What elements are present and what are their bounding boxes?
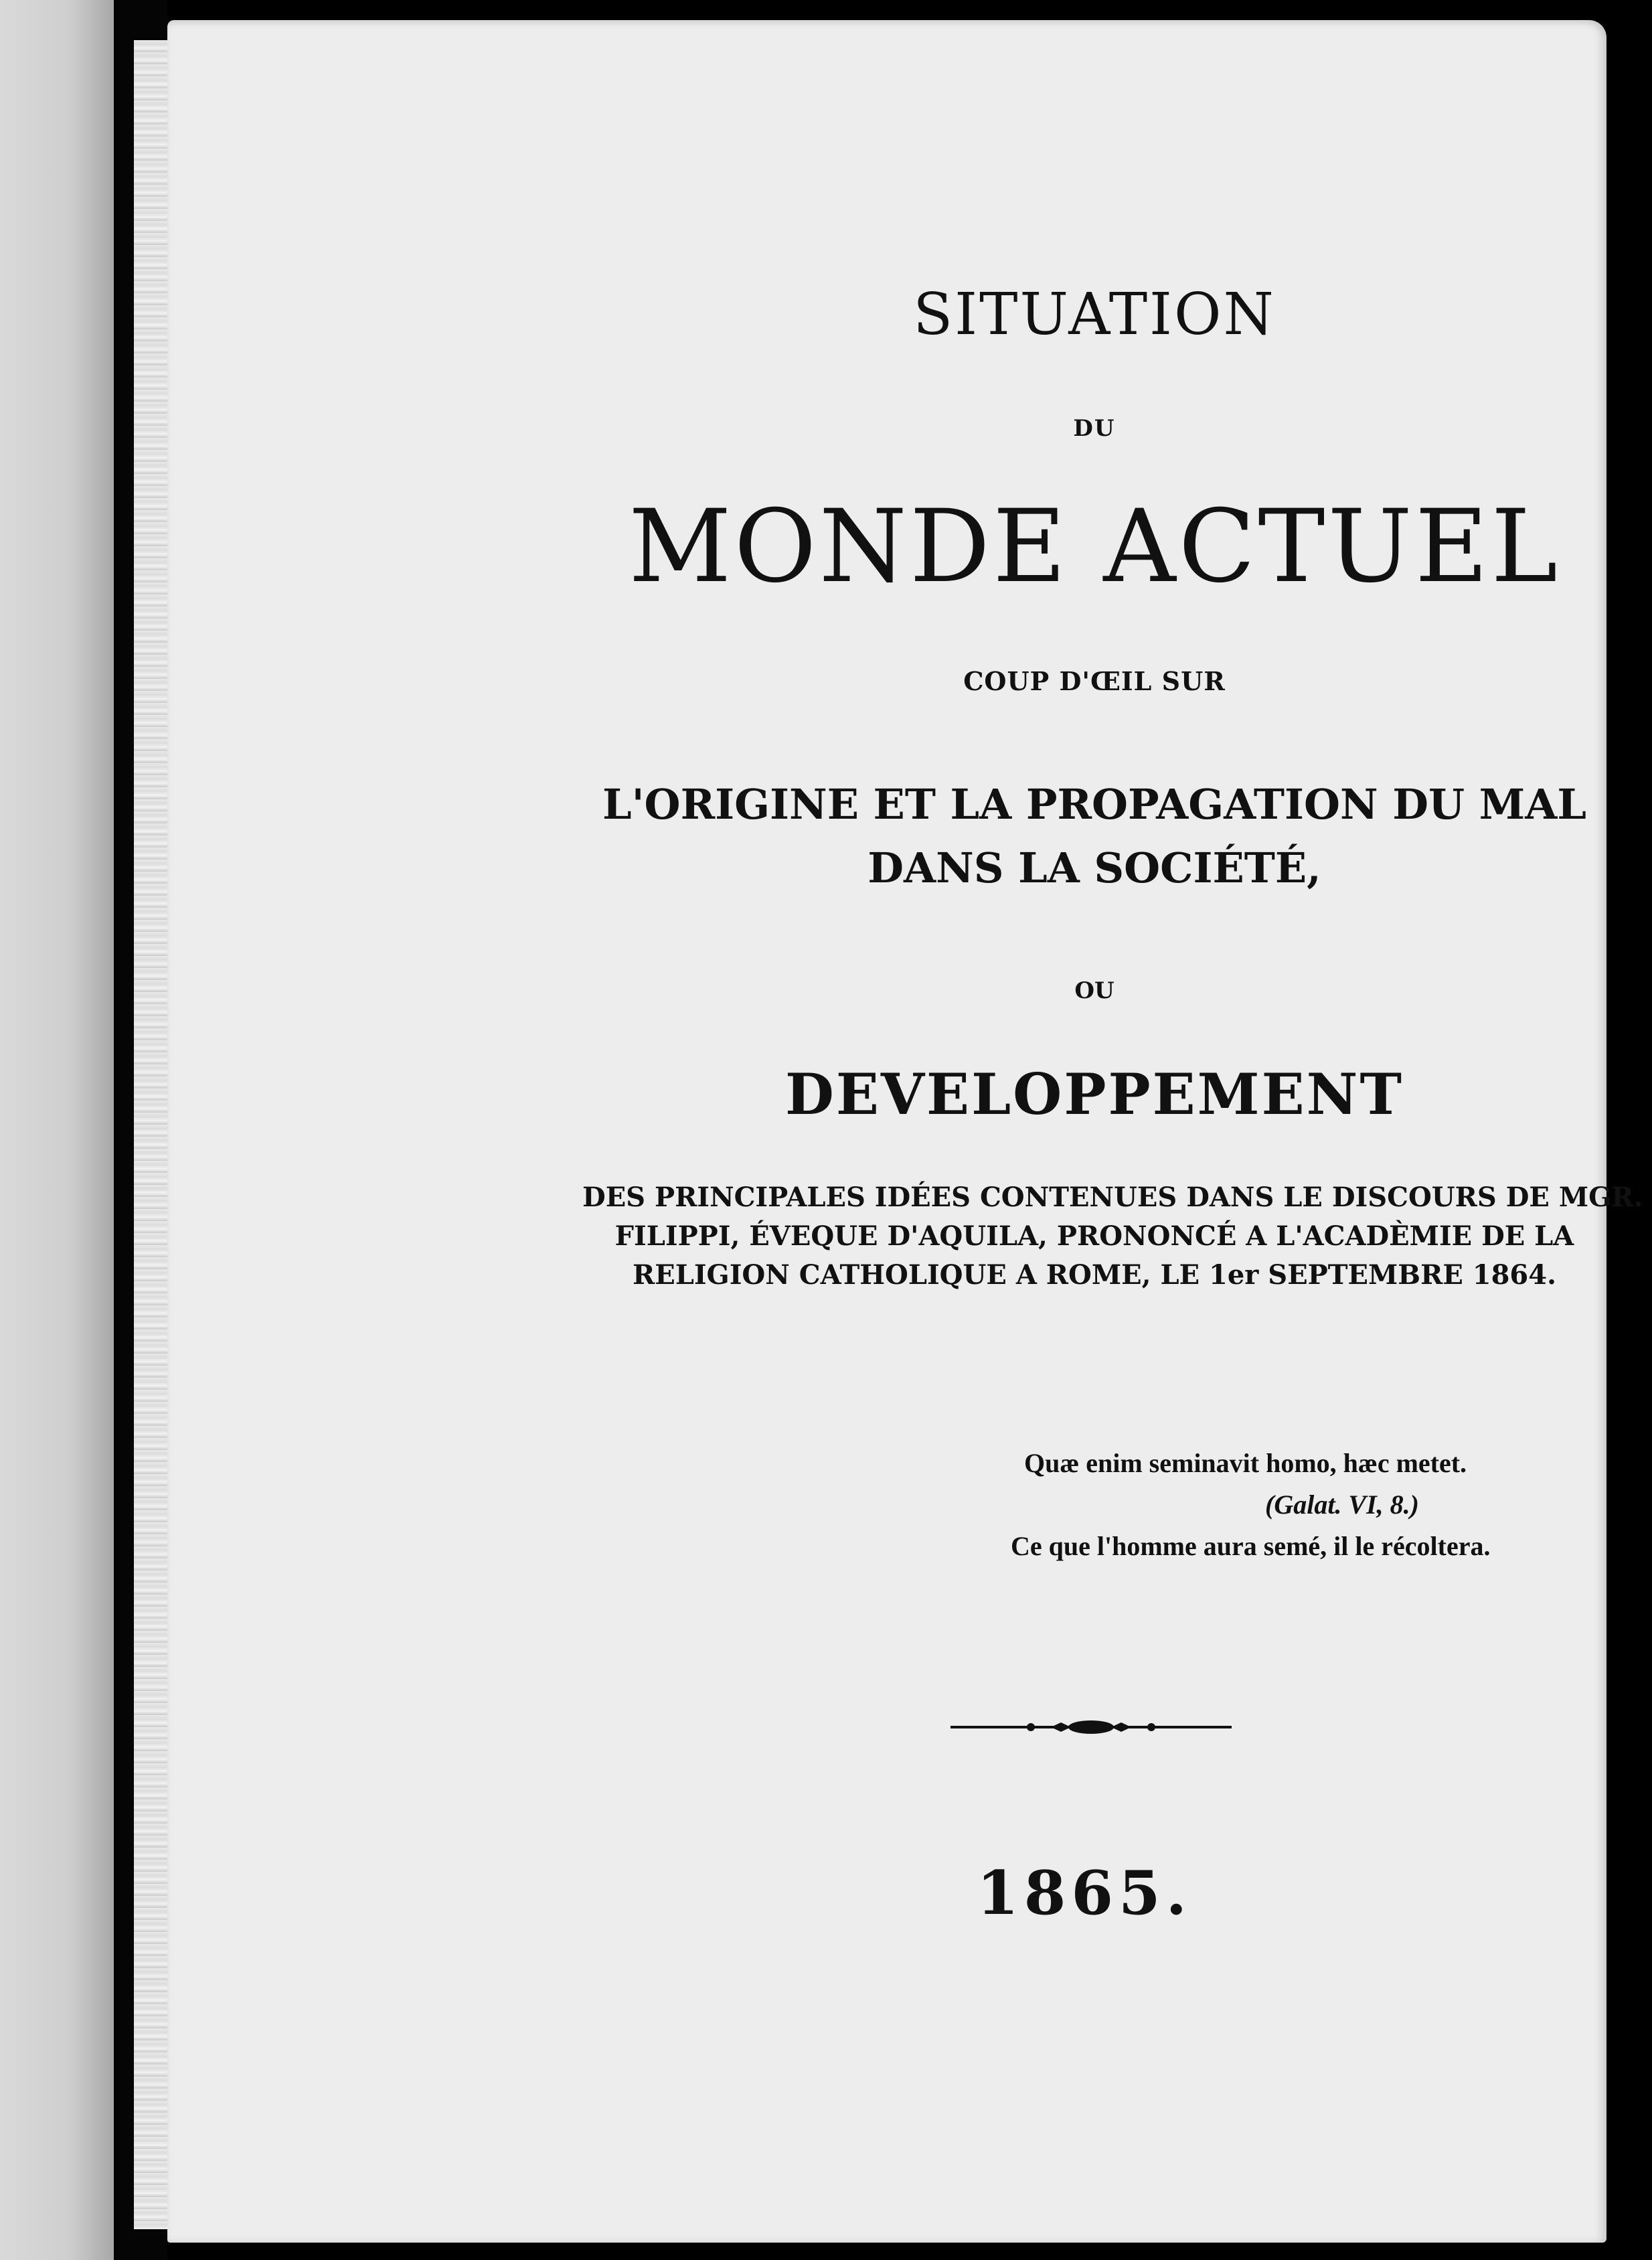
subtitle-line-societe: DANS LA SOCIÉTÉ, — [868, 843, 1321, 892]
title-page — [167, 20, 1643, 2243]
description-block — [582, 1178, 1643, 1295]
publication-year: 1865. — [977, 1858, 1192, 1929]
epigraph — [1011, 1443, 1566, 1567]
title-line-situation: SITUATION — [913, 281, 1276, 348]
epigraph-latin: Quæ enim seminavit homo, hæc metet. — [1024, 1448, 1467, 1478]
description-line-1: DES PRINCIPALES IDÉES CONTENUES DANS LE DISCOURS DE MGR. — [582, 1182, 1643, 1213]
description-line-3: RELIGION CATHOLIQUE A ROME, LE 1er SEPTEMBRE 1864. — [632, 1259, 1557, 1291]
subtitle-intro: COUP D'ŒIL SUR — [963, 666, 1226, 696]
title-line-du: DU — [1073, 415, 1116, 442]
ornament-rule — [951, 1714, 1232, 1741]
epigraph-reference: (Galat. VI, 8.) — [1265, 1489, 1419, 1520]
epigraph-french: Ce que l'homme aura semé, il le récoltera. — [1011, 1531, 1491, 1561]
previous-page-edge — [0, 0, 114, 2260]
subtitle-line-origine: L'ORIGINE ET LA PROPAGATION DU MAL — [602, 780, 1587, 829]
description-line-2: FILIPPI, ÉVEQUE D'AQUILA, PRONONCÉ A L'ACADÈMIE DE LA — [614, 1220, 1574, 1252]
alt-title-developpement: DEVELOPPEMENT — [785, 1061, 1404, 1127]
conjunction-ou: OU — [1074, 977, 1114, 1004]
title-line-monde-actuel: MONDE ACTUEL — [629, 489, 1560, 605]
